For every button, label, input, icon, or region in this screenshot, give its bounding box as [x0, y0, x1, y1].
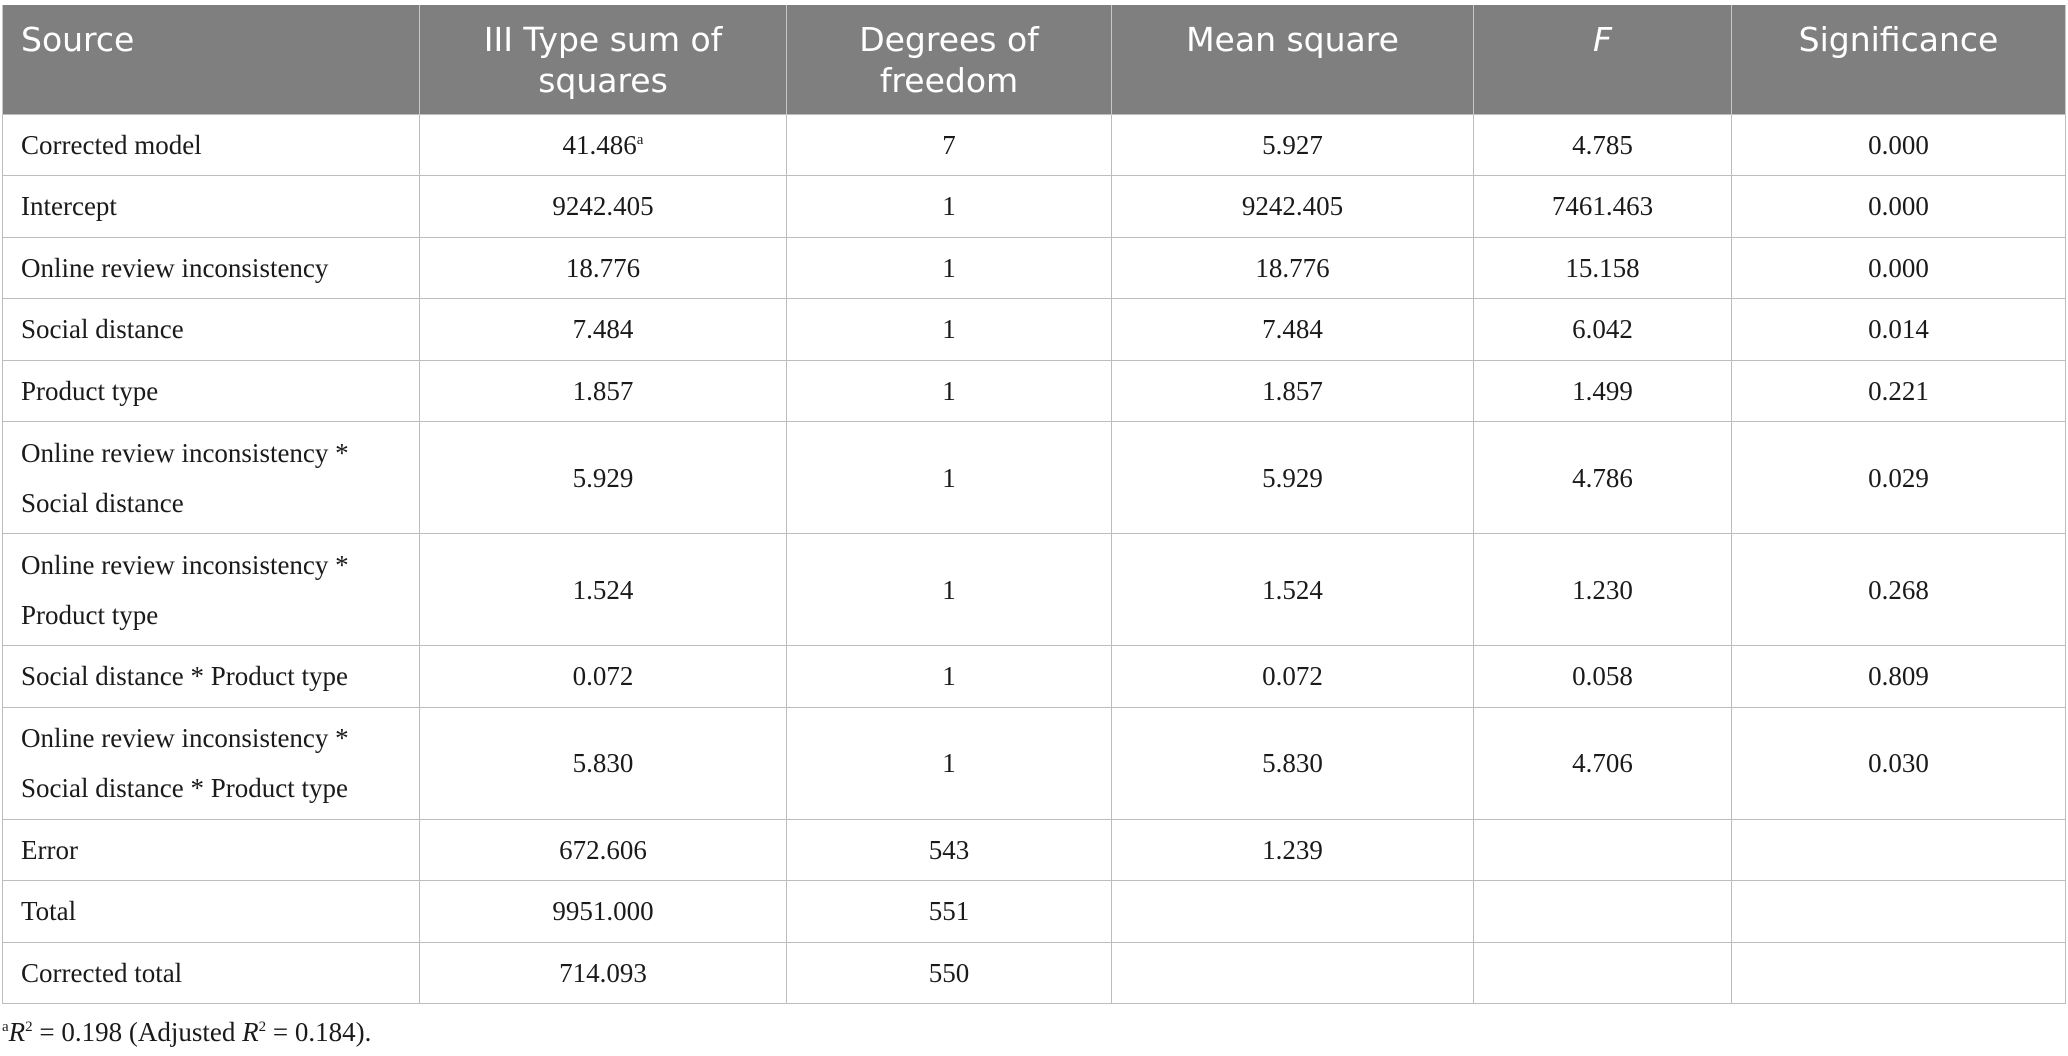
- cell-source: Corrected total: [3, 942, 420, 1004]
- cell-significance-value: 0.809: [1868, 661, 1929, 692]
- cell-mean-square: [1112, 237, 1474, 299]
- cell-degrees-of-freedom: [787, 422, 1112, 534]
- cell-significance: [1732, 707, 2066, 819]
- cell-significance-value: 0.029: [1868, 462, 1929, 493]
- cell-significance-value: 0.221: [1868, 375, 1929, 406]
- cell-significance: [1732, 176, 2066, 238]
- cell-source: [3, 422, 420, 534]
- footnote-r-value: = 0.198 (Adjusted: [32, 1017, 243, 1047]
- cell-degrees-of-freedom-value: 550: [928, 957, 970, 988]
- cell-sum-of-squares: [420, 881, 787, 943]
- cell-degrees-of-freedom-value: 551: [928, 896, 970, 927]
- cell-sum-of-squares-value: 7.484: [572, 314, 634, 345]
- cell-mean-square: [1112, 707, 1474, 819]
- cell-mean-square-value: 5.929: [1262, 462, 1323, 493]
- cell-degrees-of-freedom-value: 1: [942, 462, 956, 493]
- cell-source: Error: [3, 819, 420, 881]
- cell-f: [1474, 176, 1732, 238]
- cell-mean-square-value: 7.484: [1262, 314, 1323, 345]
- cell-f: [1474, 646, 1732, 708]
- cell-f-value: 0.058: [1572, 661, 1633, 692]
- footnote-ref: a: [636, 131, 644, 148]
- cell-f-value: 4.786: [1572, 462, 1633, 493]
- cell-significance-value: 0.030: [1868, 748, 1929, 778]
- table-row: [3, 237, 2066, 299]
- cell-f-value: 1.230: [1572, 574, 1633, 605]
- cell-sum-of-squares: [420, 237, 787, 299]
- cell-source-line: Online review inconsistency *: [21, 549, 349, 580]
- cell-source: Social distance: [3, 299, 420, 361]
- cell-significance: [1732, 237, 2066, 299]
- header-source: Source: [3, 5, 420, 114]
- cell-sum-of-squares: [420, 176, 787, 238]
- cell-degrees-of-freedom: [787, 819, 1112, 881]
- cell-significance-value: 0.014: [1868, 314, 1929, 345]
- footnote-adj-value: = 0.184).: [266, 1017, 372, 1047]
- footnote-exponent: 2: [25, 1019, 33, 1035]
- cell-mean-square: [1112, 176, 1474, 238]
- cell-sum-of-squares: [420, 646, 787, 708]
- cell-f-value: 15.158: [1565, 252, 1640, 283]
- header-mean-square: Mean square: [1112, 5, 1474, 114]
- cell-sum-of-squares: [420, 299, 787, 361]
- cell-sum-of-squares-value: 5.929: [572, 462, 634, 493]
- cell-f: [1474, 881, 1732, 943]
- cell-f-value: 6.042: [1572, 314, 1633, 345]
- cell-significance-value: 0.000: [1868, 252, 1929, 283]
- cell-significance: [1732, 881, 2066, 943]
- anova-table: [2, 5, 2066, 1004]
- cell-significance-value: 0.000: [1868, 191, 1929, 222]
- cell-degrees-of-freedom: [787, 299, 1112, 361]
- cell-f: [1474, 422, 1732, 534]
- cell-f: [1474, 237, 1732, 299]
- cell-sum-of-squares-value: 1.524: [572, 574, 634, 605]
- table-row: [3, 360, 2066, 422]
- header-sum-of-squares: III Type sum of squares: [420, 5, 787, 114]
- cell-sum-of-squares-value: 9951.000: [552, 896, 654, 927]
- table-row: [3, 114, 2066, 176]
- cell-source: Total: [3, 881, 420, 943]
- header-f: [1474, 5, 1732, 114]
- cell-source-line: Social distance: [21, 487, 184, 518]
- cell-sum-of-squares: [420, 114, 787, 176]
- cell-f-value: 4.785: [1572, 129, 1633, 160]
- table-footnote: [2, 1017, 371, 1048]
- table-row: [3, 881, 2066, 943]
- cell-mean-square: [1112, 422, 1474, 534]
- cell-source: Social distance * Product type: [3, 646, 420, 708]
- cell-source: [3, 534, 420, 646]
- cell-degrees-of-freedom-value: 1: [942, 748, 956, 778]
- cell-sum-of-squares: [420, 942, 787, 1004]
- cell-degrees-of-freedom: [787, 881, 1112, 943]
- cell-source-line: Product type: [21, 599, 159, 630]
- cell-significance: [1732, 534, 2066, 646]
- cell-degrees-of-freedom-value: 1: [942, 252, 956, 283]
- footnote-adj-r-symbol: R: [242, 1017, 259, 1047]
- cell-degrees-of-freedom: [787, 534, 1112, 646]
- cell-sum-of-squares: [420, 422, 787, 534]
- cell-degrees-of-freedom-value: 1: [942, 314, 956, 345]
- cell-degrees-of-freedom: [787, 114, 1112, 176]
- cell-sum-of-squares-value: 9242.405: [552, 191, 654, 222]
- cell-degrees-of-freedom-value: 1: [942, 574, 956, 605]
- cell-sum-of-squares: [420, 360, 787, 422]
- cell-significance: [1732, 819, 2066, 881]
- cell-mean-square: [1112, 646, 1474, 708]
- cell-mean-square-value: 5.830: [1262, 748, 1323, 778]
- header-significance: Significance: [1732, 5, 2066, 114]
- anova-table-container: [2, 5, 2065, 1004]
- cell-mean-square: [1112, 819, 1474, 881]
- cell-sum-of-squares: [420, 534, 787, 646]
- cell-significance-value: 0.268: [1868, 574, 1929, 605]
- cell-degrees-of-freedom: [787, 237, 1112, 299]
- table-row: [3, 422, 2066, 534]
- cell-mean-square: [1112, 360, 1474, 422]
- cell-mean-square-value: 1.239: [1262, 834, 1323, 865]
- cell-f-value: 1.499: [1572, 375, 1633, 406]
- cell-source: Corrected model: [3, 114, 420, 176]
- cell-significance: [1732, 360, 2066, 422]
- cell-f: [1474, 707, 1732, 819]
- cell-degrees-of-freedom: [787, 707, 1112, 819]
- cell-sum-of-squares-value: 672.606: [559, 834, 647, 865]
- cell-mean-square-value: 1.857: [1262, 375, 1323, 406]
- cell-mean-square: [1112, 881, 1474, 943]
- cell-mean-square-value: 18.776: [1255, 252, 1330, 283]
- cell-source-line: Social distance * Product type: [21, 773, 348, 803]
- cell-degrees-of-freedom-value: 1: [942, 375, 956, 406]
- cell-f: [1474, 114, 1732, 176]
- table-body: [3, 114, 2066, 1004]
- cell-mean-square: [1112, 299, 1474, 361]
- table-row: [3, 707, 2066, 819]
- cell-sum-of-squares-value: 5.830: [572, 748, 634, 778]
- table-row: [3, 819, 2066, 881]
- cell-significance: [1732, 114, 2066, 176]
- cell-mean-square: [1112, 534, 1474, 646]
- cell-degrees-of-freedom-value: 1: [942, 661, 956, 692]
- cell-mean-square-value: 0.072: [1262, 661, 1323, 692]
- footnote-r-symbol: R: [8, 1017, 26, 1047]
- cell-f: [1474, 360, 1732, 422]
- table-row: [3, 942, 2066, 1004]
- cell-degrees-of-freedom: [787, 942, 1112, 1004]
- cell-significance: [1732, 299, 2066, 361]
- table-row: [3, 646, 2066, 708]
- cell-sum-of-squares-value: 714.093: [559, 957, 647, 988]
- cell-source: Product type: [3, 360, 420, 422]
- cell-f: [1474, 299, 1732, 361]
- cell-f: [1474, 942, 1732, 1004]
- cell-significance: [1732, 422, 2066, 534]
- cell-source: Intercept: [3, 176, 420, 238]
- cell-f-value: 4.706: [1572, 748, 1633, 778]
- table-row: [3, 176, 2066, 238]
- cell-sum-of-squares: [420, 707, 787, 819]
- cell-degrees-of-freedom: [787, 646, 1112, 708]
- header-f-label: F: [1593, 20, 1612, 59]
- cell-sum-of-squares-value: 1.857: [572, 375, 634, 406]
- cell-source: [3, 707, 420, 819]
- cell-degrees-of-freedom-value: 7: [942, 129, 956, 160]
- header-row: [3, 5, 2066, 114]
- cell-degrees-of-freedom-value: 543: [928, 834, 970, 865]
- cell-mean-square: [1112, 114, 1474, 176]
- cell-mean-square: [1112, 942, 1474, 1004]
- cell-f: [1474, 819, 1732, 881]
- cell-sum-of-squares-value: 41.486: [562, 129, 637, 160]
- table-row: [3, 299, 2066, 361]
- cell-degrees-of-freedom-value: 1: [942, 191, 956, 222]
- header-degrees-of-freedom: Degrees of freedom: [787, 5, 1112, 114]
- footnote-adj-exponent: 2: [258, 1019, 267, 1035]
- table-row: [3, 534, 2066, 646]
- cell-degrees-of-freedom: [787, 176, 1112, 238]
- cell-source-line: Online review inconsistency *: [21, 723, 349, 753]
- cell-sum-of-squares: [420, 819, 787, 881]
- cell-mean-square-value: 5.927: [1262, 129, 1323, 160]
- cell-f-value: 7461.463: [1551, 191, 1654, 222]
- cell-sum-of-squares-value: 0.072: [572, 661, 634, 692]
- cell-source-line: Online review inconsistency *: [21, 437, 349, 468]
- cell-degrees-of-freedom: [787, 360, 1112, 422]
- cell-sum-of-squares-value: 18.776: [565, 252, 641, 283]
- cell-mean-square-value: 9242.405: [1241, 191, 1344, 222]
- cell-significance-value: 0.000: [1868, 129, 1929, 160]
- cell-mean-square-value: 1.524: [1262, 574, 1323, 605]
- cell-source: Online review inconsistency: [3, 237, 420, 299]
- cell-significance: [1732, 646, 2066, 708]
- cell-significance: [1732, 942, 2066, 1004]
- footnote-marker: a: [2, 1019, 9, 1035]
- cell-f: [1474, 534, 1732, 646]
